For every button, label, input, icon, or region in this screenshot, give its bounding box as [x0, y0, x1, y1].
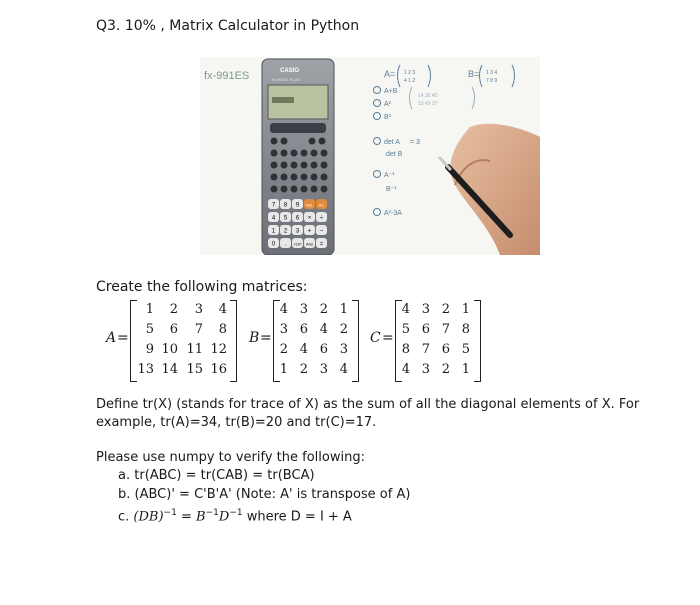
equation-lhs: (DB) [133, 509, 164, 525]
calculator-photo [200, 57, 540, 255]
list-marker-c: c. [118, 509, 130, 525]
svg-text:13 43 37: 13 43 37 [418, 101, 438, 107]
matrix-b-cell: 6 [319, 342, 328, 357]
equation-rhs-d-exponent: −1 [229, 508, 243, 518]
matrix-b-equals: = [260, 330, 272, 346]
handwriting-left: fx-991ES [204, 70, 250, 82]
verify-heading: Please use numpy to verify the following: [96, 450, 365, 465]
list-item-a [118, 466, 410, 485]
matrix-a-cell: 7 [194, 322, 203, 337]
question-title: Q3. 10% , Matrix Calculator in Python [96, 18, 360, 34]
matrix-b-cell: 4 [279, 302, 288, 317]
calc-key-dot: . [284, 241, 287, 248]
matrix-a-cell: 5 [145, 322, 154, 337]
matrix-c-label: C [370, 330, 381, 346]
matrices-row [0, 300, 700, 385]
calc-key-3: 3 [295, 228, 300, 235]
matrix-a-label: A [106, 330, 117, 346]
list-item-c [118, 504, 410, 526]
matrix-b-cell: 3 [299, 302, 308, 317]
matrix-a-cell: 8 [218, 322, 227, 337]
trace-definition [96, 396, 639, 432]
svg-text:7 8 9: 7 8 9 [486, 78, 498, 84]
matrix-c-cell: 1 [461, 302, 470, 317]
matrix-a-cell: 3 [194, 302, 203, 317]
svg-text:4 1 2: 4 1 2 [404, 78, 416, 84]
matrix-a-equals: = [117, 330, 129, 346]
matrix-c-cell: 3 [421, 362, 430, 377]
calculator-model: fx-991ES PLUS [272, 77, 301, 82]
note-matrix-a: A= [384, 69, 396, 79]
matrix-c-cell: 7 [421, 342, 430, 357]
equation-rhs-b: B [196, 509, 206, 525]
note-4: det A [384, 139, 400, 146]
svg-text:14 36 42: 14 36 42 [418, 93, 438, 99]
calc-key-minus: − [319, 228, 324, 235]
verify-list [118, 466, 410, 526]
matrix-c-cell: 4 [401, 362, 410, 377]
equation-rhs-d: D [218, 509, 230, 525]
calc-key-6: 6 [295, 215, 300, 222]
matrix-b-cell: 2 [279, 342, 288, 357]
calc-key-exp: ×10ˣ [293, 241, 302, 247]
matrix-c-cell: 8 [401, 342, 410, 357]
matrix-c [0, 300, 490, 380]
calc-key-9: 9 [295, 202, 300, 209]
matrix-a-cell: 9 [145, 342, 154, 357]
note-answer: = 3 [410, 139, 420, 146]
matrix-c-right-bracket [474, 300, 481, 382]
matrix-b-cell: 3 [279, 322, 288, 337]
calc-key-equals: = [319, 241, 324, 248]
calc-key-ans: Ans [306, 241, 313, 247]
matrix-c-cell: 5 [461, 342, 470, 357]
matrix-b-cell: 6 [299, 322, 308, 337]
matrix-b-cell: 3 [339, 342, 348, 357]
list-text-a: tr(ABC) = tr(CAB) = tr(BCA) [134, 468, 315, 483]
matrix-c-cell: 6 [441, 342, 450, 357]
matrix-b-cell: 4 [319, 322, 328, 337]
equation-rhs-b-exponent: −1 [205, 508, 219, 518]
calc-key-2: 2 [283, 228, 288, 235]
matrix-a-cell: 11 [186, 342, 203, 357]
list-text-b: (ABC)' = C'B'A' (Note: A' is transpose of A) [134, 487, 411, 502]
list-marker-a: a. [118, 468, 131, 483]
matrix-a-cell: 6 [169, 322, 178, 337]
calculator [262, 59, 334, 255]
matrix-c-cell: 6 [421, 322, 430, 337]
calc-key-multiply: × [307, 215, 312, 222]
matrix-b-cell: 2 [339, 322, 348, 337]
matrix-a-cell: 2 [169, 302, 178, 317]
note-2: A² [384, 101, 391, 108]
svg-text:1 3 4: 1 3 4 [486, 70, 498, 76]
matrix-c-cell: 7 [441, 322, 450, 337]
svg-text:1 2 3: 1 2 3 [404, 70, 416, 76]
calc-key-5: 5 [283, 215, 288, 222]
equation-lhs-exponent: −1 [163, 508, 177, 518]
matrix-c-cell: 1 [461, 362, 470, 377]
matrix-a-cell: 14 [161, 362, 178, 377]
matrix-c-cell: 8 [461, 322, 470, 337]
matrix-c-cell: 2 [441, 302, 450, 317]
matrix-a-cell: 13 [137, 362, 154, 377]
matrix-b-cell: 4 [339, 362, 348, 377]
list-marker-b: b. [118, 487, 131, 502]
calc-key-8: 8 [283, 202, 288, 209]
note-3: B³ [384, 114, 391, 121]
calc-key-divide: ÷ [319, 215, 324, 222]
matrix-a-cell: 12 [210, 342, 227, 357]
equation-equals: = [180, 509, 192, 525]
matrix-c-cell: 4 [401, 302, 410, 317]
matrix-b-label: B [249, 330, 260, 346]
matrix-a-cell: 15 [186, 362, 203, 377]
matrix-c-cell: 2 [441, 362, 450, 377]
calc-key-7: 7 [271, 202, 276, 209]
matrix-b-cell: 4 [299, 342, 308, 357]
calc-key-0: 0 [271, 241, 276, 248]
matrix-b-cell: 1 [279, 362, 288, 377]
matrix-b-cell: 2 [319, 302, 328, 317]
matrix-a-cell: 16 [210, 362, 227, 377]
calculator-brand: CASIO [280, 68, 300, 74]
calc-key-ac: AC [318, 202, 325, 208]
matrix-b-cell: 1 [339, 302, 348, 317]
list-text-c: where D = I + A [246, 509, 352, 525]
calc-key-1: 1 [271, 228, 276, 235]
note-5: det B [386, 151, 403, 158]
matrix-c-values [392, 300, 470, 380]
trace-definition-line-2: example, tr(A)=34, tr(B)=20 and tr(C)=17. [96, 415, 377, 430]
create-matrices-prompt: Create the following matrices: [96, 279, 308, 295]
note-7: B⁻¹ [386, 186, 397, 193]
calc-key-4: 4 [271, 215, 276, 222]
matrix-b-cell: 2 [299, 362, 308, 377]
matrix-a-cell: 10 [161, 342, 178, 357]
matrix-c-cell: 5 [401, 322, 410, 337]
trace-definition-line-1: Define tr(X) (stands for trace of X) as the sum of all the diagonal elements of X. For [96, 397, 640, 412]
note-1: A+B [384, 88, 398, 95]
note-6: A⁻¹ [384, 172, 395, 179]
calc-key-plus: + [307, 228, 312, 235]
matrix-a-cell: 4 [218, 302, 227, 317]
calc-key-del: DEL [305, 202, 314, 208]
matrix-a-cell: 1 [145, 302, 154, 317]
note-matrix-b: B= [468, 69, 480, 79]
matrix-c-equals: = [382, 330, 394, 346]
matrix-b-cell: 3 [319, 362, 328, 377]
note-8: A³-3A [384, 210, 402, 217]
list-item-b [118, 485, 410, 504]
matrix-c-cell: 3 [421, 302, 430, 317]
calculator-photo-illustration [200, 57, 540, 255]
